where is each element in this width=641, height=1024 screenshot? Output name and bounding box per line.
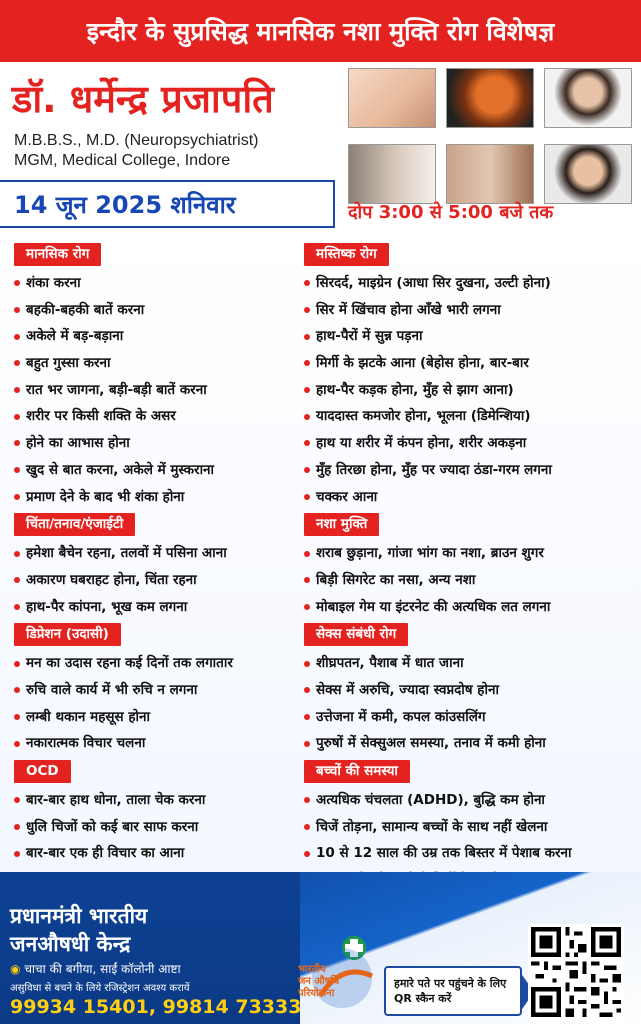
list-item-text: मुँह तिरछा होना, मुँह पर ज्यादा ठंडा-गरम लगना xyxy=(316,461,552,478)
list-item xyxy=(304,350,634,377)
list-item-text: अकेले में बड़-बड़ाना xyxy=(26,328,124,345)
degrees: M.B.B.S., M.D. (Neuropsychiatrist) xyxy=(14,132,259,149)
top-banner xyxy=(0,0,641,62)
list-item-text: रुचि वाले कार्य में भी रुचि न लगना xyxy=(26,681,198,698)
list-item-text: मोबाइल गेम या इंटरनेट की अत्यधिक लत लगना xyxy=(316,598,551,615)
bullet-icon xyxy=(304,797,310,803)
bullet-icon xyxy=(304,824,310,830)
bullet-icon xyxy=(14,280,20,286)
list-item-text: सिर में खिंचाव होना आँखे भारी लगना xyxy=(316,301,501,318)
doctor-name: डॉ. धर्मेन्द्र प्रजापति xyxy=(12,77,274,121)
photo-baby xyxy=(348,68,436,128)
list-item xyxy=(14,730,304,757)
list-item-text: अत्यधिक चंचलता (ADHD), बुद्धि कम होना xyxy=(316,792,545,808)
address-text: चाचा की बगीया, साईं कॉलोनी आष्टा xyxy=(24,962,181,976)
list-item-text: हमेशा बैचेन रहना, तलवों में पसिना आना xyxy=(26,545,227,562)
section-items xyxy=(304,270,634,510)
section-items xyxy=(14,787,304,867)
list-item xyxy=(14,323,304,350)
list-item-text: हाथ-पैरों में सुन्न पड़ना xyxy=(316,328,423,345)
qr-code[interactable] xyxy=(528,924,624,1020)
list-item-text: पुरुषों में सेक्सुअल समस्या, तनाव में कमी होना xyxy=(316,735,546,752)
list-item-text: धुलि चिजों को कई बार साफ करना xyxy=(26,818,199,835)
bullet-icon xyxy=(304,714,310,720)
list-item-text: रात भर जागना, बड़ी-बड़ी बातें करना xyxy=(26,381,207,398)
list-item-text: सेक्स में अरुचि, ज्यादा स्वप्नदोष होना xyxy=(316,681,499,698)
list-item xyxy=(14,430,304,457)
list-item xyxy=(304,814,634,841)
college: MGM, Medical College, Indore xyxy=(14,152,231,169)
section-heading: OCD xyxy=(14,760,71,783)
camp-date: 14 जून 2025 शनिवार xyxy=(14,190,236,219)
photo-stressed-woman xyxy=(544,144,632,204)
address xyxy=(10,960,181,977)
list-item xyxy=(14,457,304,484)
list-item-text: प्रमाण देने के बाद भी शंका होना xyxy=(26,488,185,505)
bullet-icon xyxy=(304,467,310,473)
list-item xyxy=(14,540,304,567)
bullet-icon xyxy=(304,551,310,557)
bullet-icon xyxy=(304,851,310,857)
list-item-text: चिजें तोड़ना, सामान्य बच्चों के साथ नहीं खेलना xyxy=(316,818,548,835)
bullet-icon xyxy=(14,494,20,500)
bullet-icon xyxy=(304,687,310,693)
list-item xyxy=(14,704,304,731)
bullet-icon xyxy=(14,387,20,393)
symptom-photo-grid xyxy=(348,68,636,194)
list-item xyxy=(304,594,634,621)
list-item-text: याददास्त कमजोर होना, भूलना (डिमेन्शिया) xyxy=(316,408,531,425)
list-item-text: होने का आभास होना xyxy=(26,435,130,452)
date-badge xyxy=(0,180,335,228)
list-item xyxy=(304,730,634,757)
list-item-text: उत्तेजना में कमी, कपल कांउसलिंग xyxy=(316,708,486,725)
logo-line2: जन औषधि xyxy=(298,976,340,987)
banner-title: इन्दौर के सुप्रसिद्ध मानसिक नशा मुक्ति रोग विशेषज्ञ xyxy=(86,17,555,46)
bullet-icon xyxy=(304,741,310,747)
photo-smoking xyxy=(348,144,436,204)
list-item xyxy=(304,297,634,324)
bullet-icon xyxy=(14,604,20,610)
list-item xyxy=(14,787,304,814)
list-item-text: बार-बार एक ही विचार का आना xyxy=(26,845,185,862)
bullet-icon xyxy=(14,577,20,583)
list-item xyxy=(14,377,304,404)
list-item xyxy=(14,270,304,297)
list-item xyxy=(304,323,634,350)
bullet-icon xyxy=(304,414,310,420)
list-item-text: हाथ या शरीर में कंपन होना, शरीर अकड़ना xyxy=(316,435,527,452)
bullet-icon xyxy=(14,307,20,313)
section-heading: मानसिक रोग xyxy=(14,243,101,266)
list-item-text: शीघ्रपतन, पैशाब में धात जाना xyxy=(316,655,464,672)
bullet-icon xyxy=(14,714,20,720)
list-item-text: सिरदर्द, माइग्रेन (आधा सिर दुखना, उल्टी होना) xyxy=(316,275,551,291)
left-column xyxy=(14,240,304,867)
bullet-icon xyxy=(14,467,20,473)
section-heading: डिप्रेशन (उदासी) xyxy=(14,623,121,646)
bullet-icon xyxy=(304,494,310,500)
list-item-text: बहकी-बहकी बातें करना xyxy=(26,301,145,318)
section-heading: मस्तिष्क रोग xyxy=(304,243,389,266)
right-column xyxy=(304,240,634,947)
list-item-text: शराब छुड़ाना, गांजा भांग का नशा, ब्राउन शुगर xyxy=(316,545,544,562)
bullet-icon xyxy=(304,577,310,583)
list-item-text: शरीर पर किसी शक्ति के असर xyxy=(26,408,176,425)
bullet-icon xyxy=(304,387,310,393)
phone-numbers[interactable]: 99934 15401, 99814 73333 xyxy=(10,996,302,1018)
section-heading: सेक्स संबंधी रोग xyxy=(304,623,408,646)
list-item xyxy=(304,403,634,430)
list-item xyxy=(14,814,304,841)
list-item xyxy=(14,484,304,511)
bullet-icon xyxy=(14,360,20,366)
list-item xyxy=(304,704,634,731)
section-items xyxy=(14,540,304,620)
logo-line3: परियोजना xyxy=(298,988,335,999)
list-item-text: शंका करना xyxy=(26,275,81,291)
list-item xyxy=(14,297,304,324)
list-item-text: मिर्गी के झटके आना (बेहोस होना, बार-बार xyxy=(316,355,529,372)
list-item xyxy=(304,840,634,867)
section-items xyxy=(304,540,634,620)
list-item-text: नकारात्मक विचार चलना xyxy=(26,735,146,752)
list-item-text: चक्कर आना xyxy=(316,488,378,505)
footer xyxy=(0,872,641,1024)
bullet-icon xyxy=(14,824,20,830)
photo-headache-woman xyxy=(544,68,632,128)
list-item xyxy=(14,403,304,430)
list-item xyxy=(304,677,634,704)
logo-line1: भारतीय xyxy=(298,964,326,975)
list-item xyxy=(304,377,634,404)
doctor-qualifications xyxy=(14,131,259,171)
bullet-icon xyxy=(14,334,20,340)
janaushadhi-title xyxy=(10,902,147,958)
list-item xyxy=(304,787,634,814)
list-item-text: लम्बी थकान महसूस होना xyxy=(26,708,150,725)
section-heading: बच्चों की समस्या xyxy=(304,760,410,783)
bullet-icon xyxy=(14,414,20,420)
list-item xyxy=(304,650,634,677)
list-item xyxy=(14,840,304,867)
bullet-icon xyxy=(304,360,310,366)
bullet-icon xyxy=(14,741,20,747)
janaushadhi-title-line2: जनऔषधी केन्द्र xyxy=(10,932,131,956)
list-item xyxy=(14,594,304,621)
list-item xyxy=(304,457,634,484)
list-item-text: बहुत गुस्सा करना xyxy=(26,355,111,372)
list-item xyxy=(304,430,634,457)
bullet-icon xyxy=(14,687,20,693)
list-item-text: हाथ-पैर कड़क होना, मुँह से झाग आना) xyxy=(316,381,514,398)
bullet-icon xyxy=(304,280,310,286)
bullet-icon xyxy=(304,307,310,313)
bullet-icon xyxy=(14,851,20,857)
bullet-icon xyxy=(14,440,20,446)
list-item xyxy=(304,484,634,511)
list-item xyxy=(14,350,304,377)
bullet-icon xyxy=(14,797,20,803)
list-item xyxy=(304,567,634,594)
section-items xyxy=(14,270,304,510)
bullet-icon xyxy=(304,334,310,340)
section-items xyxy=(14,650,304,757)
list-item xyxy=(14,650,304,677)
section-heading: नशा मुक्ति xyxy=(304,513,379,536)
list-item-text: बिड़ी सिगरेट का नसा, अन्य नशा xyxy=(316,571,476,588)
list-item-text: बार-बार हाथ धोना, ताला चेक करना xyxy=(26,792,206,808)
registration-note: असुविधा से बचने के लिये रजिस्ट्रेशन अवश्य करायें xyxy=(10,983,190,994)
list-item-text: मन का उदास रहना कई दिनों तक लगातार xyxy=(26,655,233,672)
janaushadhi-title-line1: प्रधानमंत्री भारतीय xyxy=(10,904,148,928)
list-item xyxy=(14,567,304,594)
list-item-text: अकारण घबराहट होना, चिंता रहना xyxy=(26,571,197,588)
bullet-icon xyxy=(304,661,310,667)
location-pin-icon: ◉ xyxy=(10,962,21,976)
bullet-icon xyxy=(304,604,310,610)
list-item xyxy=(304,540,634,567)
camp-time: दोप 3:00 से 5:00 बजे तक xyxy=(348,202,554,223)
list-item-text: 10 से 12 साल की उम्र तक बिस्तर में पेशाब करना xyxy=(316,845,572,862)
photo-couple xyxy=(446,144,534,204)
conditions-list xyxy=(0,232,641,872)
section-items xyxy=(304,650,634,757)
list-item xyxy=(304,270,634,297)
list-item-text: हाथ-पैर कांपना, भूख कम लगना xyxy=(26,598,188,615)
list-item-text: खुद से बात करना, अकेले में मुस्कराना xyxy=(26,461,215,478)
bullet-icon xyxy=(304,440,310,446)
logo-text xyxy=(298,964,368,1000)
section-heading: चिंता/तनाव/एंजाईटी xyxy=(14,513,135,536)
list-item xyxy=(14,677,304,704)
bullet-icon xyxy=(14,551,20,557)
qr-scan-note: हमारे पते पर पहुंचने के लिए QR स्कैन करें xyxy=(384,966,522,1016)
photo-migraine xyxy=(446,68,534,128)
bullet-icon xyxy=(14,661,20,667)
